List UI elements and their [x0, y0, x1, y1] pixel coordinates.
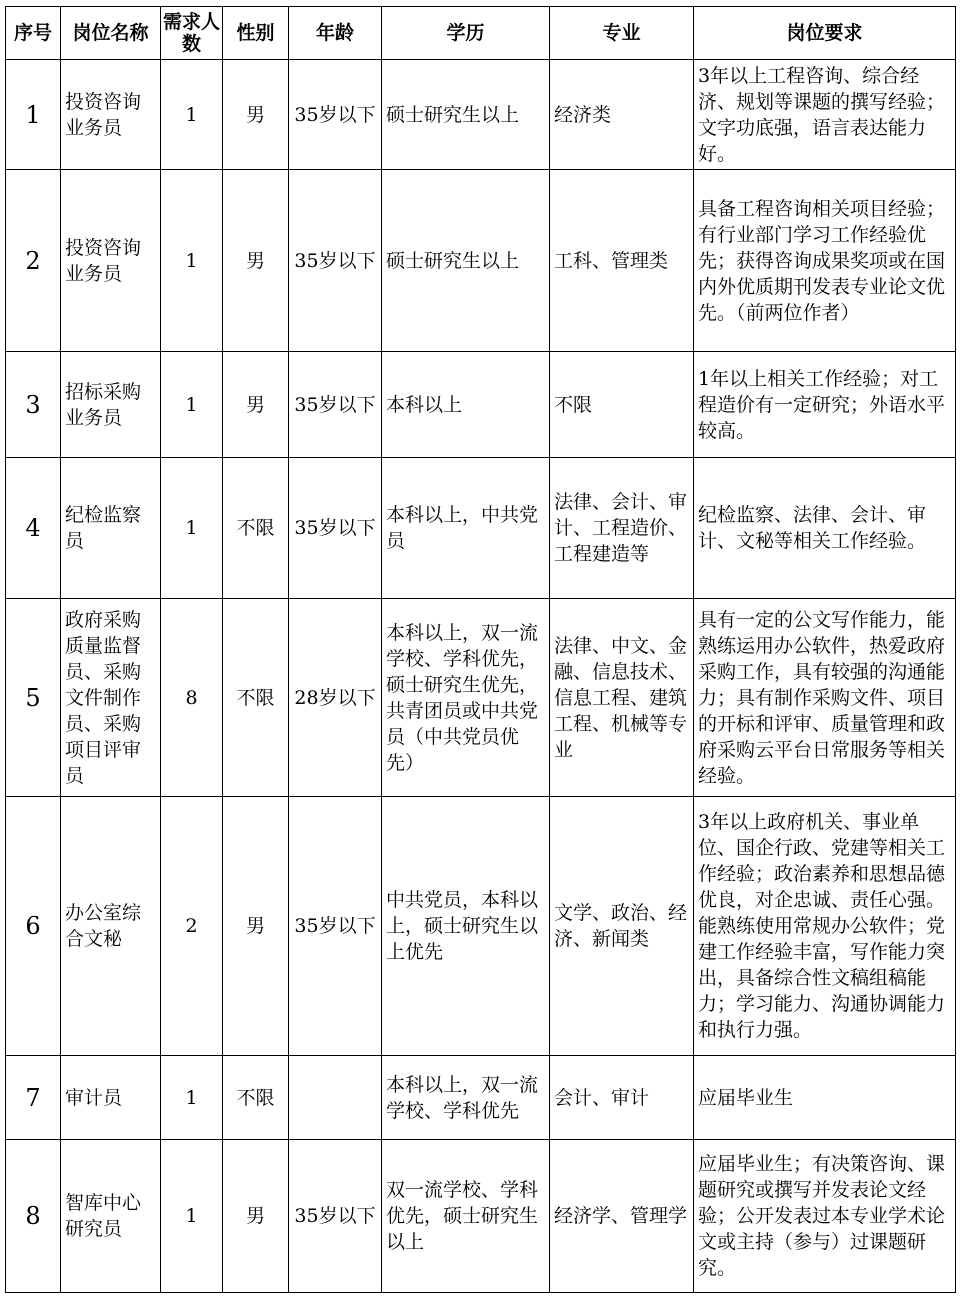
age-limit: 35岁以下 [289, 797, 382, 1056]
age-limit: 35岁以下 [289, 458, 382, 599]
job-requirements: 应届毕业生；有决策咨询、课题研究或撰写并发表论文经验；公开发表过本专业学术论文或主持（参与）过课题研究。 [694, 1140, 956, 1293]
age-limit [289, 1056, 382, 1140]
job-requirements: 纪检监察、法律、会计、审计、文秘等相关工作经验。 [694, 458, 956, 599]
table-row [6, 352, 956, 458]
header-major: 专业 [550, 7, 694, 60]
job-title: 投资咨询业务员 [61, 60, 161, 170]
row-number: 2 [6, 170, 61, 352]
table-row [6, 599, 956, 797]
header-education: 学历 [382, 7, 550, 60]
age-limit: 28岁以下 [289, 599, 382, 797]
row-number: 3 [6, 352, 61, 458]
gender-requirement: 男 [223, 170, 289, 352]
table-row [6, 458, 956, 599]
job-title: 办公室综合文秘 [61, 797, 161, 1056]
gender-requirement: 男 [223, 60, 289, 170]
education-requirement: 硕士研究生以上 [382, 170, 550, 352]
gender-requirement: 男 [223, 1140, 289, 1293]
job-requirements: 3年以上工程咨询、综合经济、规划等课题的撰写经验；文字功底强，语言表达能力好。 [694, 60, 956, 170]
gender-requirement: 不限 [223, 599, 289, 797]
major-requirement: 会计、审计 [550, 1056, 694, 1140]
header-count: 需求人数 [161, 7, 223, 60]
headcount: 1 [161, 1140, 223, 1293]
table-row [6, 170, 956, 352]
education-requirement: 本科以上 [382, 352, 550, 458]
header-row [6, 7, 956, 60]
job-requirements: 具备工程咨询相关项目经验；有行业部门学习工作经验优先；获得咨询成果奖项或在国内外优质期刊发表专业论文优先。（前两位作者） [694, 170, 956, 352]
job-requirements: 3年以上政府机关、事业单位、国企行政、党建等相关工作经验；政治素养和思想品德优良，对企忠诚、责任心强。能熟练使用常规办公软件；党建工作经验丰富，写作能力突出，具备综合性文稿组稿能力；学习能力、沟通协调能力和执行力强。 [694, 797, 956, 1056]
headcount: 1 [161, 1056, 223, 1140]
job-title: 纪检监察员 [61, 458, 161, 599]
age-limit: 35岁以下 [289, 170, 382, 352]
gender-requirement: 男 [223, 797, 289, 1056]
row-number: 8 [6, 1140, 61, 1293]
job-requirements: 1年以上相关工作经验；对工程造价有一定研究；外语水平较高。 [694, 352, 956, 458]
age-limit: 35岁以下 [289, 60, 382, 170]
gender-requirement: 不限 [223, 458, 289, 599]
job-requirements: 应届毕业生 [694, 1056, 956, 1140]
job-title: 投资咨询业务员 [61, 170, 161, 352]
header-requirements: 岗位要求 [694, 7, 956, 60]
recruitment-table [5, 6, 956, 1293]
job-title: 政府采购质量监督员、采购文件制作员、采购项目评审员 [61, 599, 161, 797]
table-row [6, 1056, 956, 1140]
header-no: 序号 [6, 7, 61, 60]
gender-requirement: 男 [223, 352, 289, 458]
header-age: 年龄 [289, 7, 382, 60]
job-title: 智库中心研究员 [61, 1140, 161, 1293]
headcount: 1 [161, 352, 223, 458]
education-requirement: 本科以上，双一流学校、学科优先 [382, 1056, 550, 1140]
header-title: 岗位名称 [61, 7, 161, 60]
headcount: 2 [161, 797, 223, 1056]
table-row [6, 60, 956, 170]
job-title: 招标采购业务员 [61, 352, 161, 458]
education-requirement: 本科以上，中共党员 [382, 458, 550, 599]
table-row [6, 1140, 956, 1293]
major-requirement: 不限 [550, 352, 694, 458]
header-gender: 性别 [223, 7, 289, 60]
age-limit: 35岁以下 [289, 1140, 382, 1293]
gender-requirement: 不限 [223, 1056, 289, 1140]
headcount: 8 [161, 599, 223, 797]
major-requirement: 文学、政治、经济、新闻类 [550, 797, 694, 1056]
row-number: 4 [6, 458, 61, 599]
row-number: 7 [6, 1056, 61, 1140]
major-requirement: 法律、中文、金融、信息技术、信息工程、建筑工程、机械等专业 [550, 599, 694, 797]
age-limit: 35岁以下 [289, 352, 382, 458]
major-requirement: 工科、管理类 [550, 170, 694, 352]
education-requirement: 双一流学校、学科优先，硕士研究生以上 [382, 1140, 550, 1293]
headcount: 1 [161, 170, 223, 352]
major-requirement: 经济类 [550, 60, 694, 170]
headcount: 1 [161, 458, 223, 599]
row-number: 5 [6, 599, 61, 797]
major-requirement: 经济学、管理学 [550, 1140, 694, 1293]
job-requirements: 具有一定的公文写作能力，能熟练运用办公软件，热爱政府采购工作，具有较强的沟通能力；具有制作采购文件、项目的开标和评审、质量管理和政府采购云平台日常服务等相关经验。 [694, 599, 956, 797]
table-row [6, 797, 956, 1056]
row-number: 1 [6, 60, 61, 170]
job-title: 审计员 [61, 1056, 161, 1140]
major-requirement: 法律、会计、审计、工程造价、工程建造等 [550, 458, 694, 599]
row-number: 6 [6, 797, 61, 1056]
education-requirement: 中共党员，本科以上，硕士研究生以上优先 [382, 797, 550, 1056]
education-requirement: 本科以上，双一流学校、学科优先，硕士研究生优先，共青团员或中共党员（中共党员优先） [382, 599, 550, 797]
education-requirement: 硕士研究生以上 [382, 60, 550, 170]
headcount: 1 [161, 60, 223, 170]
